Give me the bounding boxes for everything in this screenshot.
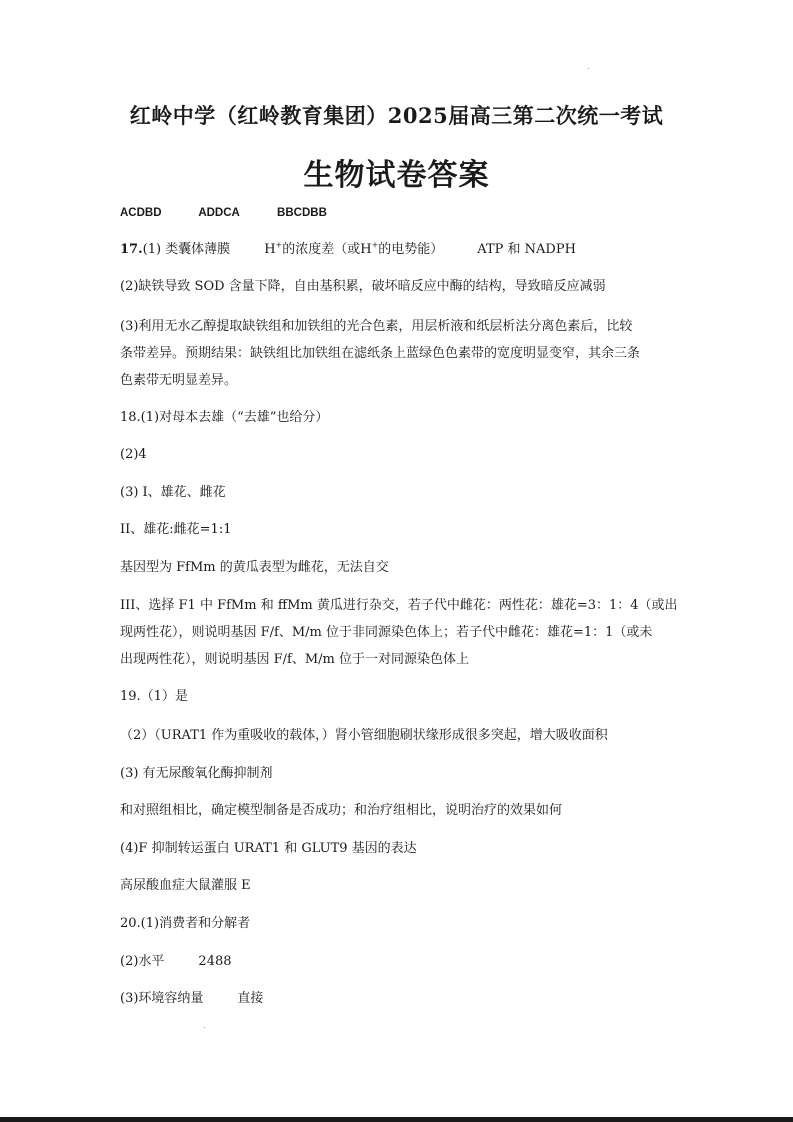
q17-part2: (2)缺铁导致 SOD 含量下降，自由基积累，破坏暗反应中酶的结构，导致暗反应减弱 — [120, 279, 606, 294]
q18-part3-note: 基因型为 FfMm 的黄瓜表型为雌花，无法自交 — [120, 560, 389, 575]
q17-part1-c: ATP 和 NADPH — [477, 242, 576, 257]
q17-part3-line2: 条带差异。预期结果：缺铁组比加铁组在滤纸条上蓝绿色色素带的宽度明显变窄，其余三条 — [120, 346, 641, 361]
q20-part2-a: (2)水平 — [120, 954, 165, 969]
q19-part2: （2）（URAT1 作为重吸收的载体，）肾小管细胞刷状缘形成很多突起，增大吸收面积 — [120, 728, 608, 743]
document-subtitle: 生物试卷答案 — [303, 158, 490, 193]
q20-part1: 20.(1)消费者和分解者 — [120, 916, 251, 931]
q17-part3-line1: (3)利用无水乙醇提取缺铁组和加铁组的光合色素，用层析液和纸层析法分离色素后，比较 — [120, 319, 633, 334]
choice-answers — [120, 207, 361, 219]
q18-part3: (3) I、雄花、雌花 — [120, 485, 226, 500]
q18-part2: (2)4 — [120, 447, 147, 462]
q20-part3-a: (3)环境容纳量 — [120, 991, 204, 1006]
q17-part1-b: H+的浓度差（或H+的电势能） — [264, 240, 444, 257]
q18-part3-iii-line1: III、选择 F1 中 FfMm 和 ffMm 黄瓜进行杂交，若子代中雌花：两性花：雄花=3：1：4（或出 — [120, 598, 678, 613]
page-bottom-border — [0, 1117, 793, 1122]
q17-part3-line3: 色素带无明显差异。 — [120, 373, 238, 388]
q19-part4-b: 高尿酸血症大鼠灌服 E — [120, 878, 251, 893]
choice-answers-group-2: ADDCA — [198, 207, 240, 219]
exam-title: 红岭中学（红岭教育集团）2025届高三第二次统一考试 — [129, 103, 664, 128]
scan-speck — [588, 68, 589, 69]
q19-part4: (4)F 抑制转运蛋白 URAT1 和 GLUT9 基因的表达 — [120, 841, 417, 856]
q19-part3-b: 和对照组相比，确定模型制备是否成功；和治疗组相比，说明治疗的效果如何 — [120, 803, 563, 818]
q18-part3-ii: II、雄花:雌花=1:1 — [120, 522, 232, 537]
q20-part3-b: 直接 — [237, 991, 264, 1006]
q20-part2-b: 2488 — [198, 954, 232, 969]
q17-part1-prefix: (1) 类囊体薄膜 — [142, 242, 231, 257]
scan-speck — [204, 1027, 205, 1028]
q19-part1: 19.（1）是 — [120, 689, 188, 704]
q19-part3: (3) 有无尿酸氧化酶抑制剂 — [120, 766, 273, 781]
q18-part3-iii-line3: 出现两性花），则说明基因 F/f、M/m 位于一对同源染色体上 — [120, 652, 469, 667]
q18-part1: 18.(1)对母本去雄（“去雄”也给分） — [120, 410, 329, 425]
choice-answers-group-3: BBCDBB — [277, 207, 327, 219]
q20-part3 — [120, 990, 263, 1008]
q18-part3-iii-line2: 现两性花），则说明基因 F/f、M/m 位于非同源染色体上；若子代中雌花：雄花=1：1（或未 — [120, 625, 653, 640]
q17-part1 — [120, 241, 576, 259]
choice-answers-group-1: ACDBD — [120, 207, 162, 219]
q17-number: 17. — [120, 242, 143, 257]
q20-part2 — [120, 953, 232, 971]
